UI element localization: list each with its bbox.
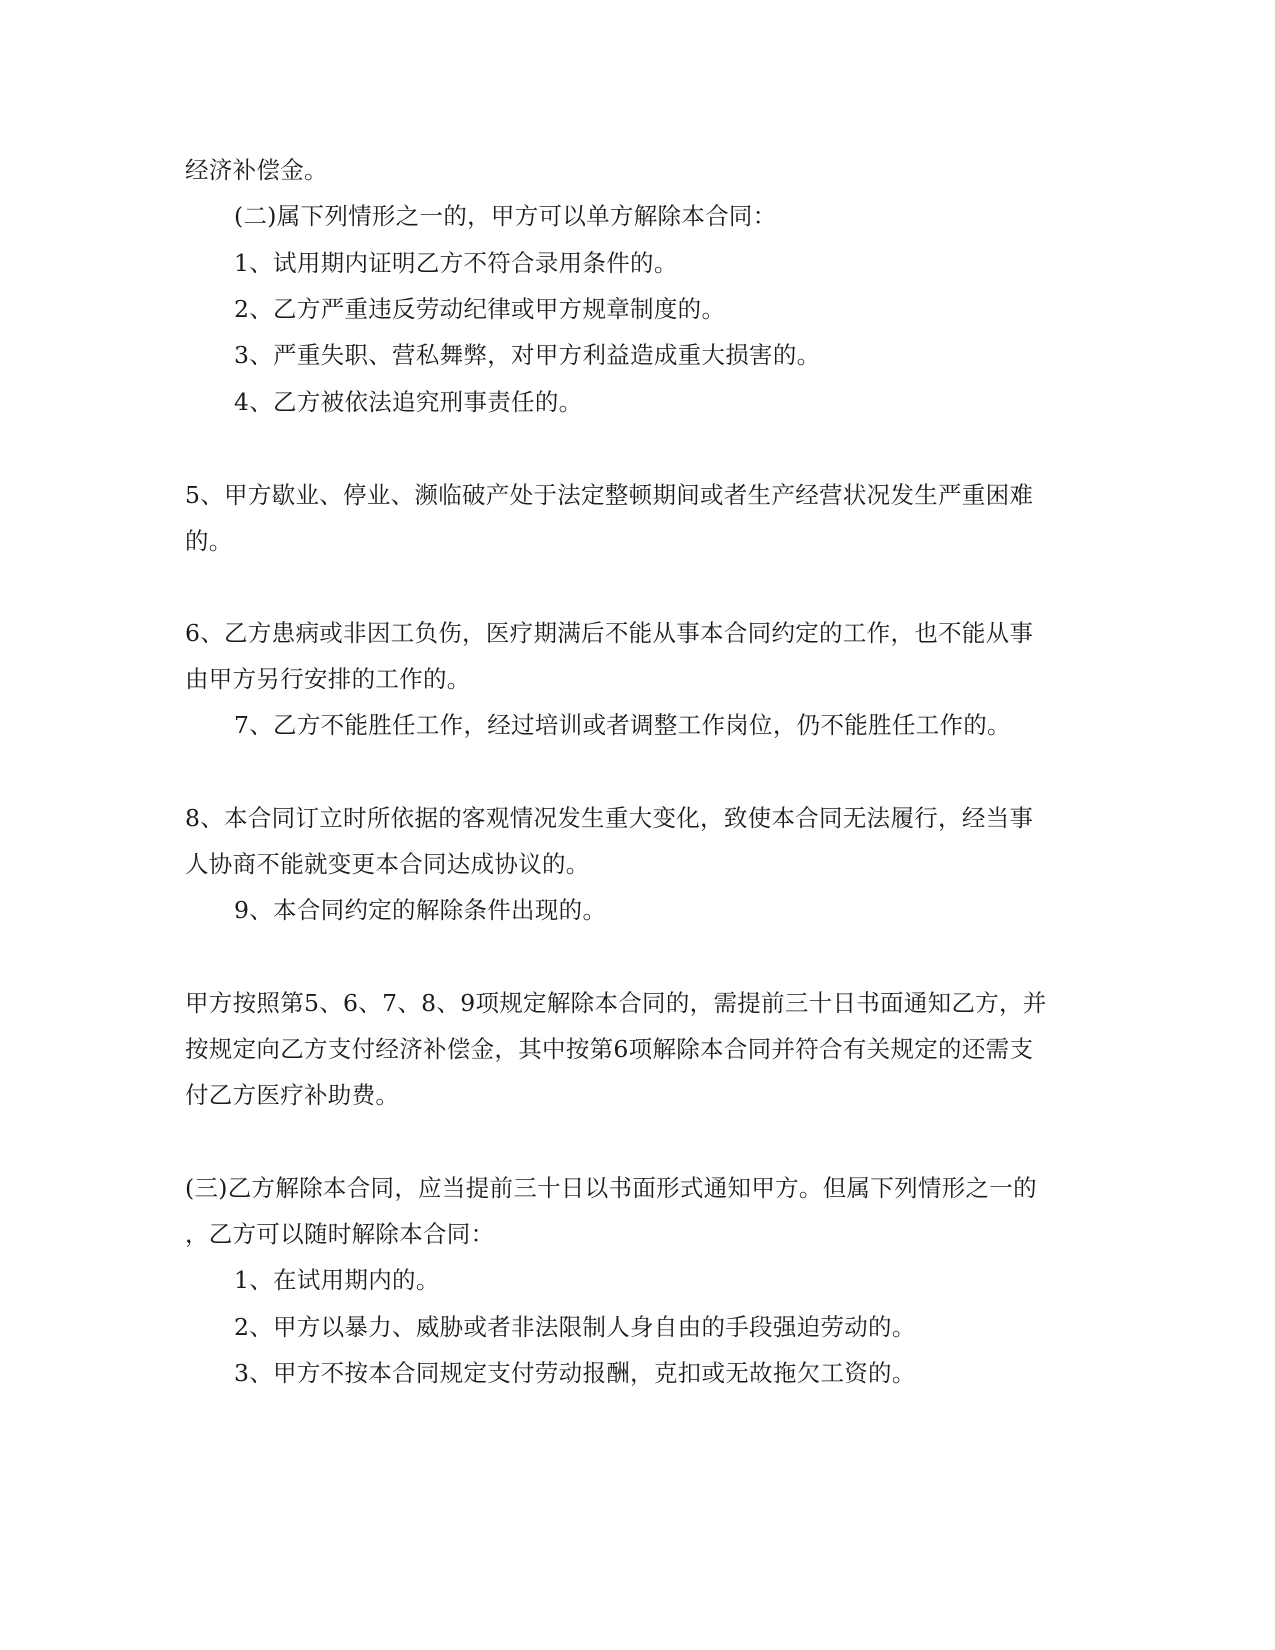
list-item-continuation: 人协商不能就变更本合同达成协议的。	[185, 850, 590, 878]
list-item: 5、甲方歇业、停业、濒临破产处于法定整顿期间或者生产经营状况发生严重困难	[185, 481, 1034, 509]
section-heading: (二)属下列情形之一的，甲方可以单方解除本合同：	[234, 202, 777, 230]
list-item-continuation: 的。	[185, 527, 233, 555]
list-item-continuation: 由甲方另行安排的工作的。	[185, 665, 471, 693]
list-item: 6、乙方患病或非因工负伤，医疗期满后不能从事本合同约定的工作，也不能从事	[185, 619, 1034, 647]
list-item: 2、甲方以暴力、威胁或者非法限制人身自由的手段强迫劳动的。	[234, 1313, 916, 1341]
list-item: 1、在试用期内的。	[234, 1266, 440, 1294]
list-item: 8、本合同订立时所依据的客观情况发生重大变化，致使本合同无法履行，经当事	[185, 804, 1034, 832]
paragraph-line: 付乙方医疗补助费。	[185, 1081, 400, 1109]
section-heading-continuation: ，乙方可以随时解除本合同：	[185, 1220, 495, 1248]
list-item: 7、乙方不能胜任工作，经过培训或者调整工作岗位，仍不能胜任工作的。	[234, 711, 1011, 739]
list-item: 1、试用期内证明乙方不符合录用条件的。	[234, 249, 678, 277]
list-item: 4、乙方被依法追究刑事责任的。	[234, 388, 583, 416]
list-item: 3、严重失职、营私舞弊，对甲方利益造成重大损害的。	[234, 341, 821, 369]
list-item: 9、本合同约定的解除条件出现的。	[234, 896, 607, 924]
paragraph-line: 按规定向乙方支付经济补偿金，其中按第6项解除本合同并符合有关规定的还需支	[185, 1035, 1034, 1063]
list-item: 3、甲方不按本合同规定支付劳动报酬，克扣或无故拖欠工资的。	[234, 1359, 916, 1387]
section-heading: (三)乙方解除本合同，应当提前三十日以书面形式通知甲方。但属下列情形之一的	[185, 1174, 1037, 1202]
list-item: 2、乙方严重违反劳动纪律或甲方规章制度的。	[234, 295, 726, 323]
paragraph-line: 经济补偿金。	[185, 156, 328, 184]
paragraph-line: 甲方按照第5、6、7、8、9项规定解除本合同的，需提前三十日书面通知乙方，并	[185, 989, 1047, 1017]
